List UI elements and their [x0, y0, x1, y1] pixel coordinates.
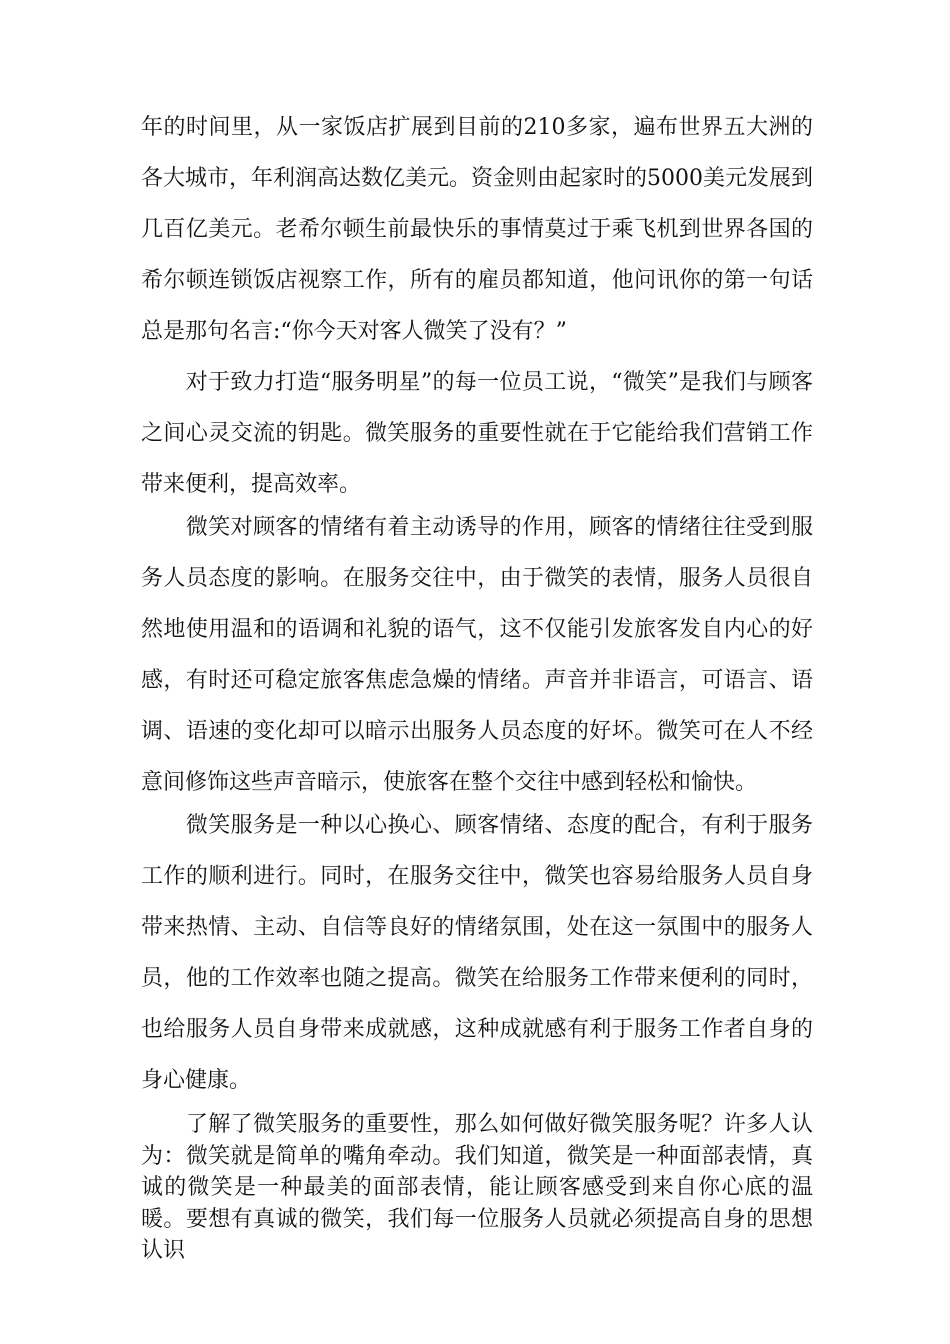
paragraph-2: 对于致力打造“服务明星”的每一位员工说，“微笑”是我们与顾客之间心灵交流的钥匙。微笑服务的重要性就在于它能给我们营销工作带来便利，提高效率。	[141, 370, 813, 497]
paragraph-1: 年的时间里，从一家饭店扩展到目前的210多家，遍布世界五大洲的各大城市，年利润高达数亿美元。资金则由起家时的5000美元发展到几百亿美元。老希尔顿生前最快乐的事情莫过于乘飞机到世界各国的希尔顿连锁饭店视察工作，所有的雇员都知道，他问讯你的第一句话总是那句名言:“你今天对客人微笑了没有？”	[141, 115, 813, 344]
paragraph-3: 微笑对顾客的情绪有着主动诱导的作用，顾客的情绪往往受到服务人员态度的影响。在服务交往中，由于微笑的表情，服务人员很自然地使用温和的语调和礼貌的语气，这不仅能引发旅客发自内心的好感，有时还可稳定旅客焦虑急燥的情绪。声音并非语言，可语言、语调、语速的变化却可以暗示出服务人员态度的好坏。微笑可在人不经意间修饰这些声音暗示，使旅客在整个交往中感到轻松和愉快。	[141, 515, 813, 795]
paragraph-5: 了解了微笑服务的重要性，那么如何做好微笑服务呢？许多人认为：微笑就是简单的嘴角牵动。我们知道，微笑是一种面部表情，真诚的微笑是一种最美的面部表情，能让顾客感受到来自你心底的温暖。要想有真诚的微笑，我们每一位服务人员就必须提高自身的思想认识	[141, 1112, 813, 1263]
paragraph-4: 微笑服务是一种以心换心、顾客情绪、态度的配合，有利于服务工作的顺利进行。同时，在服务交往中，微笑也容易给服务人员自身带来热情、主动、自信等良好的情绪氛围，处在这一氛围中的服务人员，他的工作效率也随之提高。微笑在给服务工作带来便利的同时，也给服务人员自身带来成就感，这种成就感有利于服务工作者自身的身心健康。	[141, 813, 813, 1093]
